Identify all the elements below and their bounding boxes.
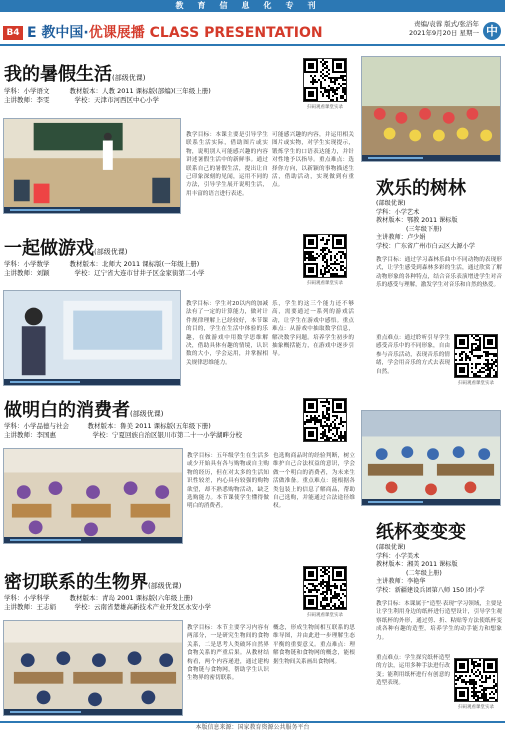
column-name: 优课展播 (88, 25, 145, 41)
date-line: 2021年9月20日 星期一 (408, 29, 479, 37)
article-title: 我的暑假生活(部级优课) (4, 64, 146, 85)
article-body: 教学目标：本课主要是引导学生联系生活实际，借助图片或实物，说明别人可能感兴趣的内容讲述暑假生活中的新鲜事。通过联系自己的暑假生活，提出让自己印象深刻的见闻，运用不同的方法，引导学生展开说明生活，用丰富的语言进行表述。 (186, 132, 268, 197)
article-info: (部级优课) 学科：小学美术 教材版本：湘美 2011 课标版 (二年级上册) 主讲教师：李艳华 学校：新疆建设兵团第八师 150 团小学 (376, 544, 485, 594)
article-title: 欢乐的树林 (376, 178, 466, 199)
article-info: 学科：小学科学 教材版本：青岛 2001 课标版(六年级上册) 主讲教师：王志娟 学校：云南省楚雄高新技术产业开发区永安小学 (4, 594, 211, 611)
page-number: B4 (3, 26, 23, 40)
page-footer: 本版信息来源：国家教育资源公共服务平台 (0, 721, 505, 733)
article-body: 教学目标：通过学习森林乐曲中不同动物的表现形式，让学生感受到森林多彩的生活，通过欣赏了解动物形象的各种特点，结合音乐表演增进学生对音乐的感受与理解，激发学生对音乐和自然的热爱。 (376, 257, 502, 289)
paper-logo-icon: 中 (483, 22, 501, 40)
qr-caption: 扫码观看课堂实录 (458, 705, 494, 710)
qr-code[interactable] (303, 566, 347, 610)
article-info: (部级优课) 学科：小学艺术 教材版本：鄂教 2011 课标版 (三年级下册) 主讲教师：卢少娟 学校：广东省广州市白云区大源小学 (376, 200, 475, 250)
article-body: 重点难点：通过聆听引导学生感受音乐中的不同形象，自由参与音乐活动，表现音乐的情绪，学会用音乐的方式去表现自然。 (376, 335, 450, 375)
article-title: 做明白的消费者(部级优课) (4, 400, 164, 421)
video-still[interactable] (361, 410, 501, 506)
column-name-en: CLASS PRESENTATION (149, 25, 323, 41)
article-body: 教学目标：五年级学生在生活多或少开始具有各与购物或自主购物的经历，但在对太多的生活知识性较差，内心具有较强的购物欲望，却不熟悉购物活动，缺乏选购能力。本节课使学生懂得做明白的消费者。 (187, 453, 269, 510)
article-body: 概念，形成生物间相互联系的思维导图，并由此进一步理解生态平衡的重要意义。重点难点：理解食物链和食物网的概念，能根据生物间关系画出食物网。 (273, 625, 355, 665)
article-body: 重点难点：学生探究纸杯造型的方法，运用多种手法进行改变；能利用纸杯进行有创意的造型表现。 (376, 655, 450, 687)
article-title: 一起做游戏(部级优课) (4, 238, 128, 259)
qr-code[interactable] (303, 58, 347, 102)
article-body: 可能感兴趣的内容，并运用相关图片或实物，对学生实现提示，锻炼学生的口语表达能力，并针对性地予以指导。重点难点：选择你方向，以新颖的事物描述生活，借助活动，实现做到有重点。 (272, 132, 354, 189)
video-still[interactable] (3, 448, 183, 544)
section-band: 教育信息化专刊 (0, 0, 505, 12)
article-info: 学科：小学语文 教材版本：人教 2011 课标版(部编)(三年级上册) 主讲教师：李雯 学校：天津市河西区中心小学 (4, 87, 211, 104)
page-header-title (27, 24, 323, 42)
header-divider (0, 44, 505, 46)
article-body: 教学目标：本节主要学习内容有两部分，一是研究生物间的食物关系，二是思考人类破坏自然界食物关系的严重后果。从教材结构看，两个内容递进，通过建构食物链与食物网，帮助学生认识生物界的密切联系。 (187, 625, 269, 682)
qr-caption: 扫码观看课堂实录 (458, 381, 494, 386)
video-still[interactable] (3, 118, 181, 214)
article-info: 学科：小学数学 教材版本：北师大 2011 课标版(一年级上册) 主讲教师：刘颖 学校：辽宁省大连市甘井子区金家街第二小学 (4, 260, 205, 277)
qr-code[interactable] (303, 234, 347, 278)
qr-code[interactable] (303, 398, 347, 442)
qr-code[interactable] (454, 334, 498, 378)
editor-info (409, 20, 479, 38)
video-still[interactable] (3, 620, 183, 716)
qr-code[interactable] (454, 658, 498, 702)
qr-caption: 扫码观看课堂实录 (307, 105, 343, 110)
video-still[interactable] (3, 290, 181, 386)
article-title: 密切联系的生物界(部级优课) (4, 572, 182, 593)
editor-line: 责编/袁蓉 版式/张浴年 (414, 20, 479, 28)
qr-caption: 扫码观看课堂实录 (307, 281, 343, 286)
paper-name: E 教中国· (27, 25, 89, 41)
article-body: 教学目标：本课属于“造型·表现”学习领域，主要是让学生利用身边的纸杯进行造型设计，引导学生观察纸杯的外形，通过剪、折、粘贴等方法使纸杯变成各种有趣的造型，培养学生的动手能力和想象力。 (376, 601, 502, 641)
qr-caption: 扫码观看课堂实录 (307, 613, 343, 618)
article-body: 也选购商品时的经验判断，树立维护自己合法权益的意识，学会做一个明白的消费者，为未来生活做准备。重点难点：能根据各类包装上的信息了解商品，帮助自己选购，并能通过合法途径维权。 (273, 453, 355, 510)
article-body: 乐，学生的这三个能力还不够高，需要通过一系列的游戏活动，让学生在游戏中感悟。重点难点：从游戏中抽取数学信息，解决数学问题。培养学生初步的抽象概括能力，在游戏中逐步引导。 (272, 301, 354, 358)
article-info: 学科：小学品德与社会 教材版本：鲁美 2011 课标版(五年级下册) 主讲教师：李国惠 学校：宁夏回族自治区银川市第二十一小学湖畔分校 (4, 422, 242, 439)
article-body: 教学目标：学生对20以内的加减法有了一定的计算能力，做对计件规律理解上已经较好，本节课的目的，学生在生活中体验的乐趣，在做游戏中用数学思维解决，借助具体有趣的情境，认识数的大小，学会运用，并掌握相关规律思维能力。 (186, 301, 268, 366)
article-title: 纸杯变变变 (376, 522, 466, 543)
video-still[interactable] (361, 56, 501, 162)
